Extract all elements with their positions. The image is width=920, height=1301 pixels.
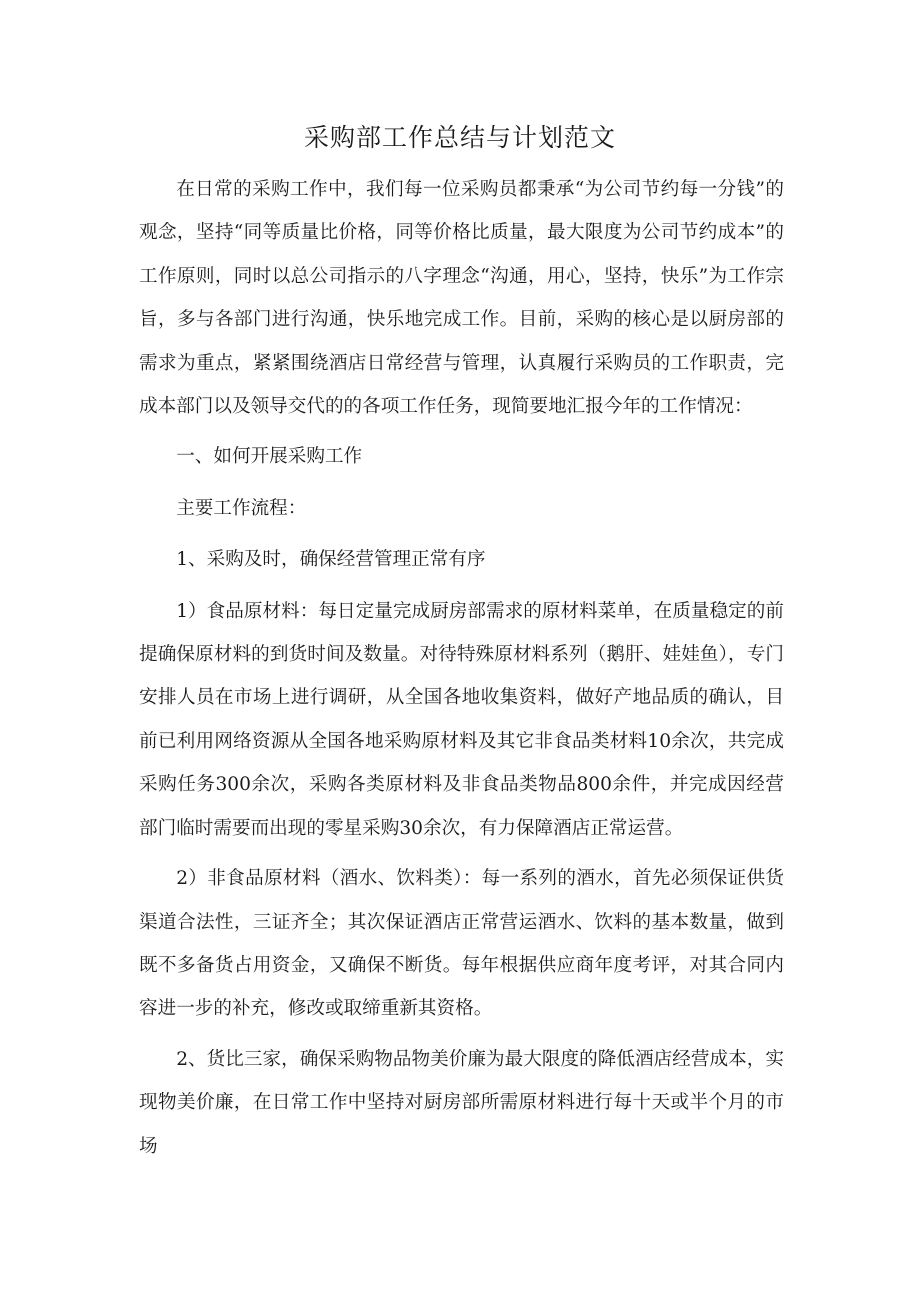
document-title: 采购部工作总结与计划范文 [303, 123, 616, 152]
document-body [139, 168, 784, 1175]
paragraph-non-food-materials: 2）非食品原材料（酒水、饮料类）：每一系列的酒水，首先必须保证供货渠道合法性，三证齐全；其次保证酒店正常营运酒水、饮料的基本数量，做到既不多备货占用资金，又确保不断货。每年根据供应商年度考评，对其合同内容进一步的补充，修改或取缔重新其资格。 [139, 868, 784, 1020]
paragraph-food-materials: 1）食品原材料：每日定量完成厨房部需求的原材料菜单，在质量稳定的前提确保原材料的到货时间及数量。对待特殊原材料系列（鹅肝、娃娃鱼），专门安排人员在市场上进行调研，从全国各地收集资料，做好产地品质的确认，目前已利用网络资源从全国各地采购原材料及其它非食品类材料10余次，共完成采购任务300余次，采购各类原材料及非食品类物品800余件，并完成因经营部门临时需要而出现的零星采购30余次，有力保障酒店正常运营。 [139, 600, 784, 839]
paragraph-price-comparison: 2、货比三家，确保采购物品物美价廉为最大限度的降低酒店经营成本，实现物美价廉，在日常工作中坚持对厨房部所需原材料进行每十天或半个月的市场 [139, 1048, 784, 1157]
paragraph-intro: 在日常的采购工作中，我们每一位采购员都秉承“为公司节约每一分钱”的观念，坚持“同等质量比价格，同等价格比质量，最大限度为公司节约成本”的工作原则，同时以总公司指示的八字理念“沟通，用心，坚持，快乐”为工作宗旨，多与各部门进行沟通，快乐地完成工作。目前，采购的核心是以厨房部的需求为重点，紧紧围绕酒店日常经营与管理，认真履行采购员的工作职责，完成本部门以及领导交代的的各项工作任务，现简要地汇报今年的工作情况： [139, 179, 784, 418]
section-heading-1: 一、如何开展采购工作 [176, 446, 363, 468]
subheading-timely-purchasing: 1、采购及时，确保经营管理正常有序 [176, 549, 486, 571]
paragraph-workflow-label: 主要工作流程： [176, 497, 307, 519]
